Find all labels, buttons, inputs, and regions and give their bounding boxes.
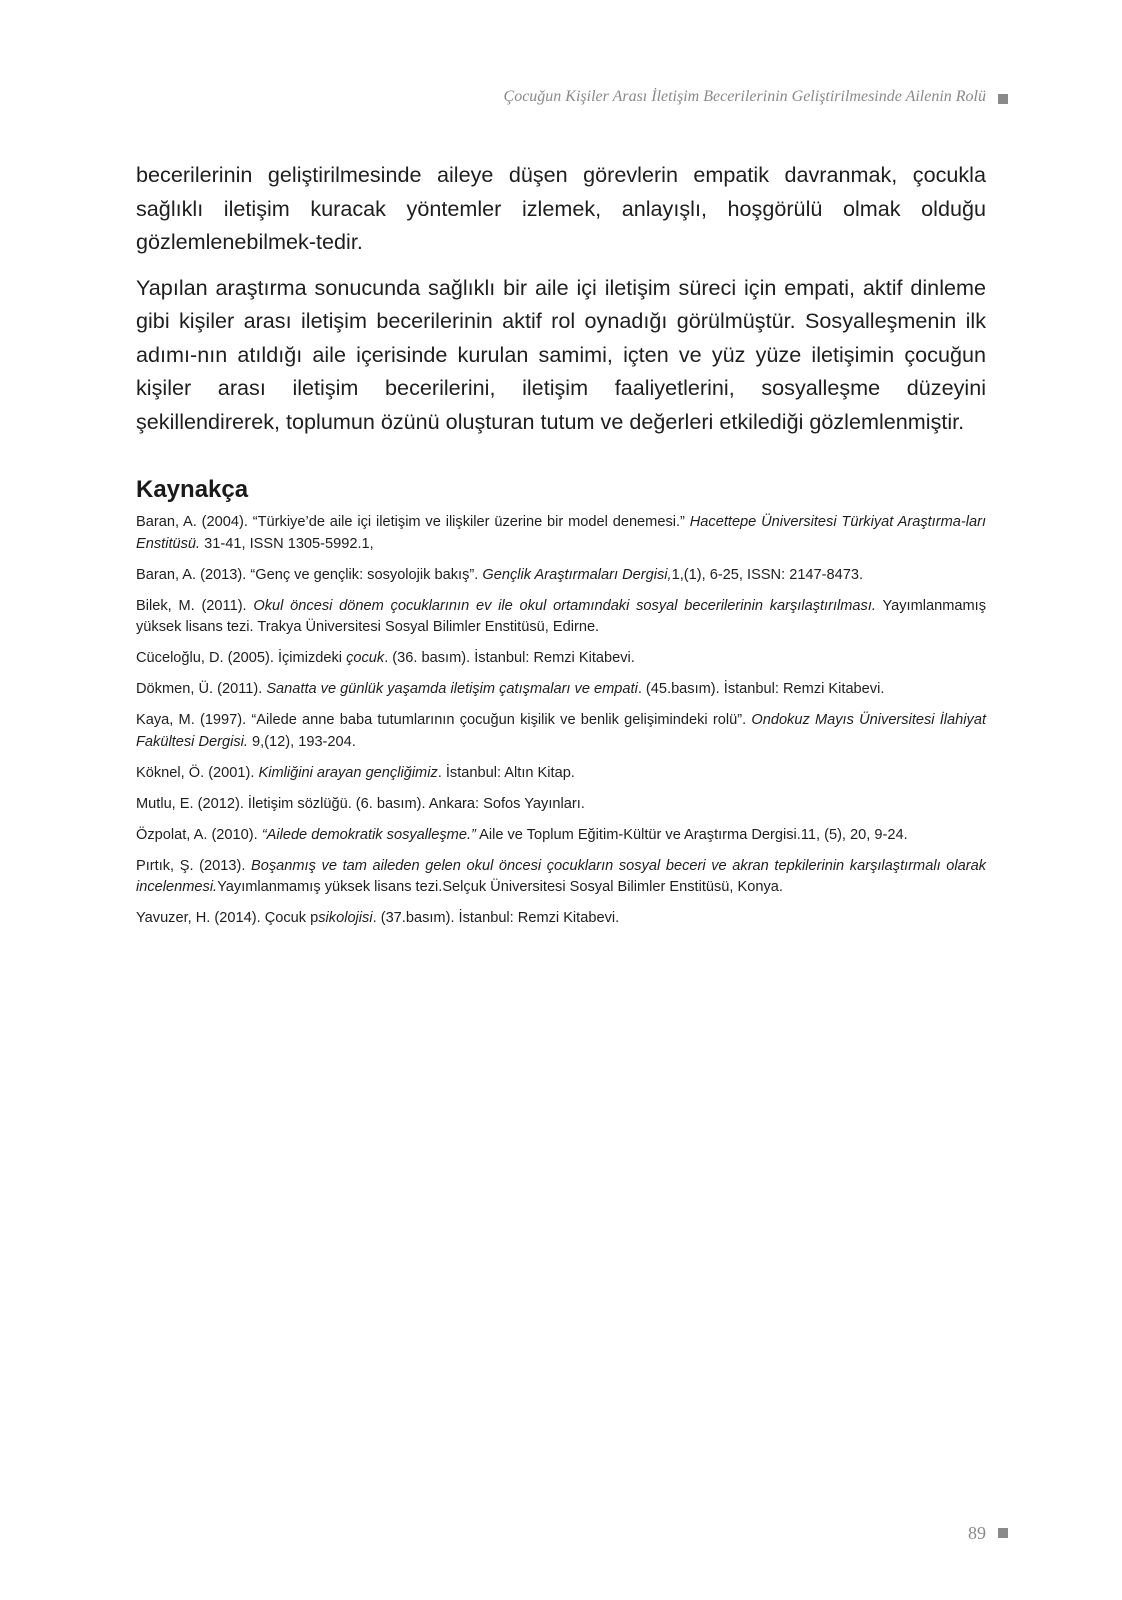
references-heading: Kaynakça <box>136 476 249 503</box>
square-bullet-icon <box>998 1528 1008 1538</box>
running-title: Çocuğun Kişiler Arası İletişim Becerilerinin Geliştirilmesinde Ailenin Rolü <box>503 88 986 105</box>
reference-item: Dökmen, Ü. (2011). Sanatta ve günlük yaşamda iletişim çatışmaları ve empati. (45.basım). İstanbul: Remzi Kitabevi. <box>136 681 885 697</box>
reference-item: Baran, A. (2004). “Türkiye’de aile içi iletişim ve ilişkiler üzerine bir model denemesi.” Hacettepe Üniversitesi Türkiyat Araştırma-ları Enstitüsü. 31-41, ISSN 1305-5992.1, <box>136 514 986 552</box>
reference-item: Özpolat, A. (2010). “Ailede demokratik sosyalleşme.” Aile ve Toplum Eğitim-Kültür ve Araştırma Dergisi.11, (5), 20, 9-24. <box>136 826 908 843</box>
page-number <box>968 1523 986 1544</box>
reference-item: Pırtık, Ş. (2013). Boşanmış ve tam aileden gelen okul öncesi çocukların sosyal beceri ve akran tepkilerinin karşılaştırmalı olarak incelenmesi.Yayımlanmamış yüksek lisans tezi.Selçuk Üniversitesi Sosyal Bilimler Enstitüsü, Konya. <box>136 857 986 895</box>
square-bullet-icon <box>998 94 1008 104</box>
running-header <box>136 88 986 106</box>
reference-list <box>136 512 986 930</box>
reference-item: Baran, A. (2013). “Genç ve gençlik: sosyolojik bakış”. Gençlik Araştırmaları Dergisi,1,(1), 6-25, ISSN: 2147-8473. <box>136 566 864 583</box>
reference-item: Mutlu, E. (2012). İletişim sözlüğü. (6. basım). Ankara: Sofos Yayınları. <box>136 795 585 812</box>
body-paragraph: becerilerinin geliştirilmesinde aileye düşen görevlerin empatik davranmak, çocukla sağlıklı iletişim kuracak yöntemler izlemek, anlayışlı, hoşgörülü olmak olduğu gözlemlenebilmek-tedir. <box>136 162 986 254</box>
page-content <box>136 158 986 939</box>
page-number-text: 89 <box>968 1523 986 1543</box>
reference-item: Cüceloğlu, D. (2005). İçimizdeki çocuk. (36. basım). İstanbul: Remzi Kitabevi. <box>136 650 635 666</box>
reference-item: Bilek, M. (2011). Okul öncesi dönem çocuklarının ev ile okul ortamındaki sosyal becerilerinin karşılaştırılması. Yayımlanmamış yüksek lisans tezi. Trakya Üniversitesi Sosyal Bilimler Enstitüsü, Edirne. <box>136 597 986 635</box>
reference-item: Köknel, Ö. (2001). Kimliğini arayan gençliğimiz. İstanbul: Altın Kitap. <box>136 764 575 781</box>
reference-item: Yavuzer, H. (2014). Çocuk psikolojisi. (37.basım). İstanbul: Remzi Kitabevi. <box>136 910 620 926</box>
body-paragraph: Yapılan araştırma sonucunda sağlıklı bir aile içi iletişim süreci için empati, aktif dinleme gibi kişiler arası iletişim becerilerinin aktif rol oynadığı görülmüştür. Sosyalleşmenin ilk adımı-nın atıldığı aile içerisinde kurulan samimi, içten ve yüz yüze iletişimin çocuğun kişiler arası iletişim becerilerini, iletişim faaliyetlerini, sosyalleşme düzeyini şekillendirerek, toplumun özünü oluşturan tutum ve değerleri etkilediği gözlemlenmiştir. <box>136 274 986 434</box>
reference-item: Kaya, M. (1997). “Ailede anne baba tutumlarının çocuğun kişilik ve benlik gelişimindeki rolü”. Ondokuz Mayıs Üniversitesi İlahiyat Fakültesi Dergisi. 9,(12), 193-204. <box>136 712 986 750</box>
